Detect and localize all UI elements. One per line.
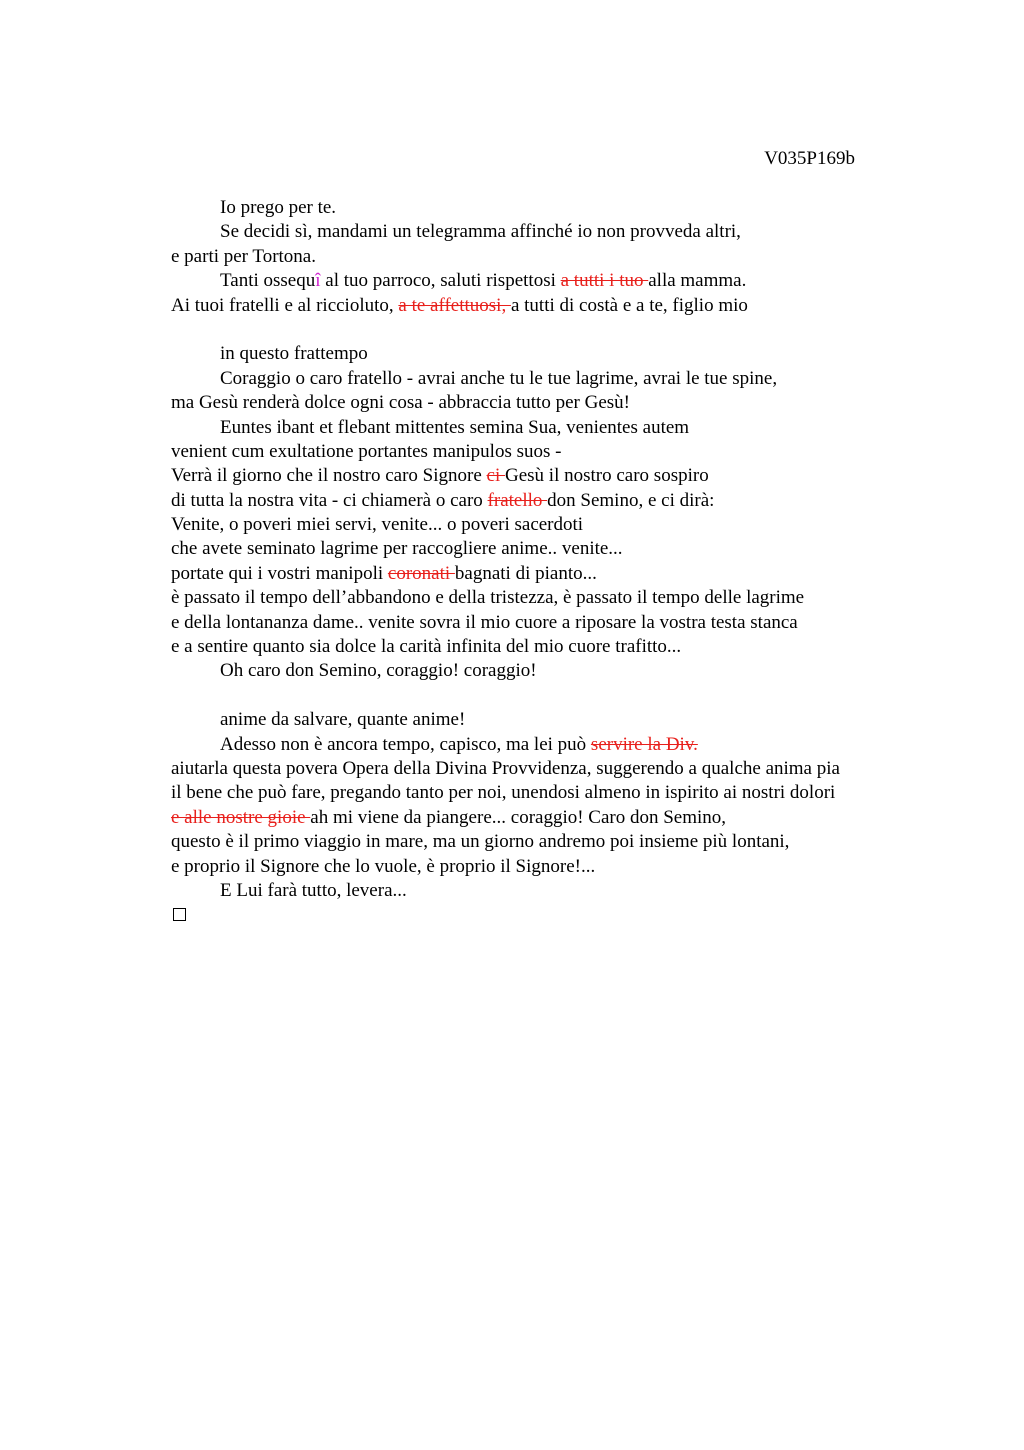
text-segment: al tuo parroco, saluti rispettosi [320, 270, 561, 292]
text-segment: Io prego per te. [220, 197, 337, 218]
text-line [171, 562, 911, 586]
text-line [171, 781, 911, 805]
text-segment: venient cum exultatione portantes manipulos suos - [171, 440, 562, 462]
text-line [171, 440, 911, 464]
deleted-text: ci [486, 465, 505, 487]
text-line [171, 659, 911, 683]
deleted-text: coronati [387, 562, 455, 584]
letter-body [171, 196, 911, 928]
text-segment: questo è il primo viaggio in mare, ma un giorno andremo poi insieme più lontani, [171, 831, 790, 853]
text-segment: Ai tuoi fratelli e al riccioluto, [171, 294, 399, 316]
text-segment: e parti per Tortona. [171, 245, 316, 267]
text-segment: Gesù il nostro caro sospiro [505, 465, 709, 487]
text-segment: Tanti ossequ [220, 270, 316, 292]
text-line [171, 196, 911, 220]
text-segment: aiutarla questa povera Opera della Divina Provvidenza, suggerendo a qualche anima pia [171, 757, 840, 779]
text-line [171, 367, 911, 391]
text-segment: ma Gesù renderà dolce ogni cosa - abbraccia tutto per Gesù! [171, 392, 630, 414]
text-segment: Coraggio o caro fratello - avrai anche tu le tue lagrime, avrai le tue spine, [220, 367, 778, 389]
text-line [171, 513, 911, 537]
text-segment: Se decidi sì, mandami un telegramma affinché io non provveda altri, [220, 221, 741, 243]
marked-character: î [315, 270, 321, 292]
text-segment: anime da salvare, quante anime! [220, 709, 466, 731]
deleted-text: fratello [487, 489, 548, 511]
text-line [171, 708, 911, 732]
blank-line [171, 318, 911, 342]
text-line [171, 635, 911, 659]
text-segment: e della lontananza dame.. venite sovra il mio cuore a riposare la vostra testa stanca [171, 611, 798, 633]
text-line [171, 879, 911, 903]
text-line [171, 830, 911, 854]
text-segment: ah mi viene da piangere... coraggio! Caro don Semino, [310, 806, 727, 828]
text-line [171, 391, 911, 415]
text-segment: Euntes ibant et flebant mittentes semina Sua, venientes autem [220, 416, 690, 438]
text-segment: che avete seminato lagrime per raccogliere anime.. venite... [171, 538, 623, 560]
text-line [171, 245, 911, 269]
deleted-text: a tutti i tuo [560, 270, 649, 292]
text-line [171, 806, 911, 830]
text-line [171, 855, 911, 879]
text-segment: a tutti di costà e a te, figlio mio [510, 294, 748, 316]
text-line [171, 269, 911, 293]
deleted-text: e alle nostre gioie [171, 806, 311, 828]
text-segment: Adesso non è ancora tempo, capisco, ma lei può [220, 733, 591, 755]
end-marker-line [171, 903, 911, 927]
text-line [171, 537, 911, 561]
text-segment: di tutta la nostra vita - ci chiamerà o caro [171, 489, 488, 511]
checkbox-icon [173, 908, 186, 921]
text-segment: Venite, o poveri miei servi, venite... o poveri sacerdoti [171, 514, 584, 536]
text-line [171, 586, 911, 610]
text-segment: in questo frattempo [220, 343, 368, 365]
text-line [171, 464, 911, 488]
text-segment: Verrà il giorno che il nostro caro Signore [171, 465, 487, 487]
text-line [171, 611, 911, 635]
deleted-text: a te affettuosi, [398, 294, 511, 316]
text-segment: portate qui i vostri manipoli [171, 562, 388, 584]
text-line [171, 489, 911, 513]
text-line [171, 294, 911, 318]
page-id: V035P169b [764, 148, 855, 169]
text-segment: e a sentire quanto sia dolce la carità infinita del mio cuore trafitto... [171, 636, 682, 658]
text-segment: il bene che può fare, pregando tanto per noi, unendosi almeno in ispirito ai nostri dolori [171, 782, 836, 804]
text-segment: è passato il tempo dell’abbandono e della tristezza, è passato il tempo delle lagrime [171, 587, 805, 609]
text-segment: Oh caro don Semino, coraggio! coraggio! [220, 660, 537, 682]
text-line [171, 342, 911, 366]
text-line [171, 416, 911, 440]
text-line [171, 220, 911, 244]
text-segment: don Semino, e ci dirà: [547, 489, 715, 511]
text-line [171, 733, 911, 757]
blank-line [171, 684, 911, 708]
text-segment: E Lui farà tutto, levera... [220, 879, 407, 901]
text-line [171, 757, 911, 781]
text-segment: alla mamma. [648, 270, 747, 292]
deleted-text: servire la Div. [590, 733, 698, 755]
text-segment: e proprio il Signore che lo vuole, è proprio il Signore!... [171, 855, 596, 877]
text-segment: bagnati di pianto... [454, 562, 597, 584]
